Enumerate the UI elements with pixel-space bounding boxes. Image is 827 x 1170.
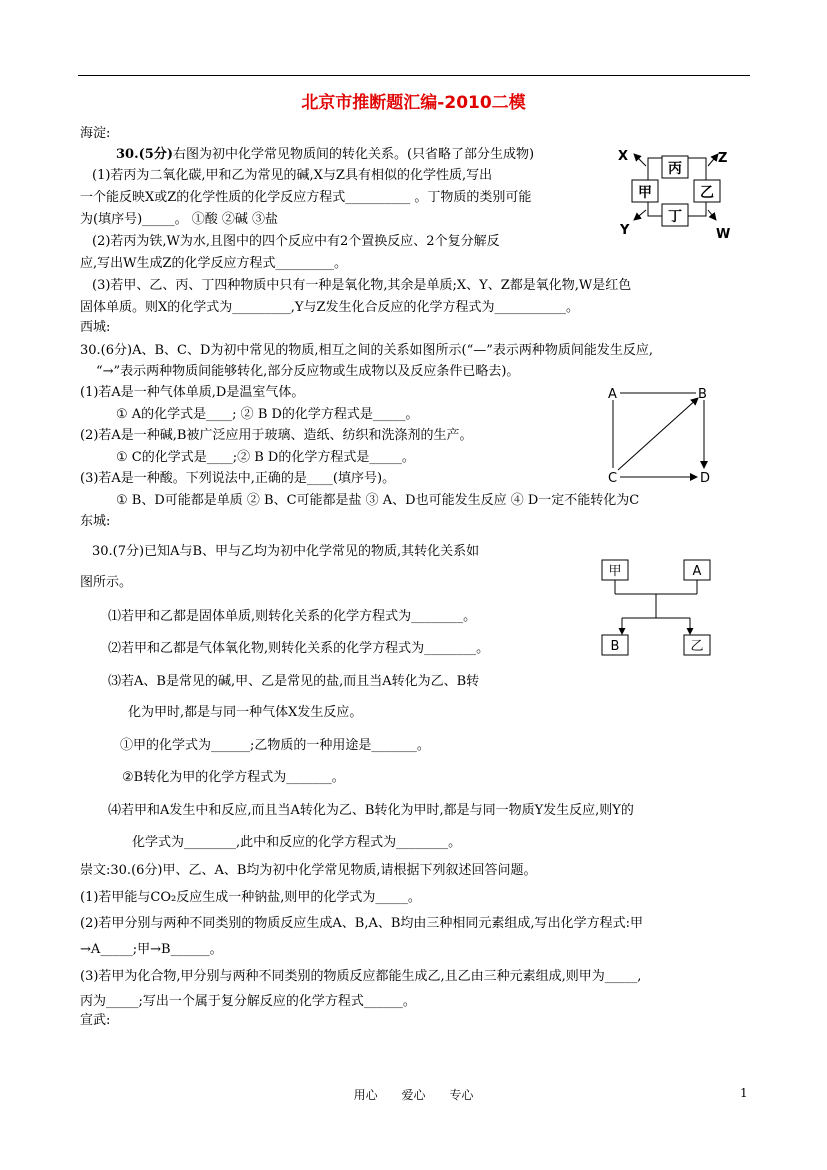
- section-haidian: 海淀:: [80, 126, 111, 141]
- dongcheng-line-3: ⑴若甲和乙都是固体单质,则转化关系的化学方程式为________。: [108, 609, 477, 624]
- xicheng-line-4: ① A的化学式是____; ② B D的化学方程式是_____。: [116, 407, 419, 422]
- xicheng-line-2: “→”表示两种物质间能够转化,部分反应物或生成物以及反应条件已略去)。: [96, 364, 520, 379]
- haidian-line-1: (1)若丙为二氧化碳,甲和乙为常见的碱,X与Z具有相似的化学性质,写出: [92, 168, 493, 183]
- header-rule: [78, 75, 750, 76]
- chongwen-line-1: [80, 863, 537, 879]
- d1-arrow-w: [708, 210, 716, 220]
- d1-arrow-y: [634, 210, 646, 220]
- dongcheng-line-8: ②B转化为甲的化学方程式为_______。: [122, 770, 345, 785]
- dongcheng-line-2: 图所示。: [80, 575, 133, 590]
- d2-label-c: C: [608, 471, 618, 486]
- haidian-question: [116, 147, 534, 163]
- footer-text-2: 爱心: [401, 1088, 426, 1102]
- d3-label-b: B: [610, 639, 620, 654]
- d2-arrow-cb: [618, 398, 698, 470]
- dongcheng-line-7: ①甲的化学式为______;乙物质的一种用途是_______。: [120, 738, 430, 753]
- chongwen-line-1-text: 30.(6分)甲、乙、A、B均为初中化学常见物质,请根据下列叙述回答问题。: [110, 863, 537, 878]
- haidian-line-4: (2)若丙为铁,W为水,且图中的四个反应中有2个置换反应、2个复分解反: [92, 234, 500, 249]
- dongcheng-line-6: 化为甲时,都是与同一种气体X发生反应。: [128, 705, 363, 720]
- haidian-line-3: 为(填序号)_____。 ①酸 ②碱 ③盐: [80, 212, 279, 227]
- dongcheng-line-10: 化学式为________,此中和反应的化学方程式为________。: [132, 835, 462, 850]
- d1-label-jia: 甲: [638, 185, 652, 201]
- chongwen-line-6: 丙为_____;写出一个属于复分解反应的化学方程式______。: [80, 994, 416, 1009]
- d1-label-bing: 丙: [668, 161, 682, 177]
- d3-label-a: A: [692, 564, 702, 579]
- d1-arrow-z: [708, 154, 718, 166]
- d2-label-d: D: [700, 471, 711, 486]
- haidian-line-6: (3)若甲、乙、丙、丁四种物质中只有一种是氧化物,其余是单质;X、Y、Z都是氧化物,W是红色: [92, 278, 632, 293]
- footer-text-1: 用心: [353, 1088, 378, 1102]
- chongwen-line-5: (3)若甲为化合物,甲分别与两种不同类别的物质反应都能生成乙,且乙由三种元素组成,则甲为_____,: [80, 969, 642, 984]
- haidian-line-2: 一个能反映X或Z的化学性质的化学反应方程式__________ 。丁物质的类别可能: [80, 190, 532, 205]
- chongwen-line-4: →A_____;甲→B______。: [80, 942, 223, 957]
- d1-arrow-x: [634, 154, 646, 166]
- dongcheng-line-4: ⑵若甲和乙都是气体氧化物,则转化关系的化学方程式为________。: [108, 641, 490, 656]
- chongwen-line-3: (2)若甲分别与两种不同类别的物质反应生成A、B,A、B均由三种相同元素组成,写出化学方程式:甲: [80, 916, 643, 931]
- footer: [0, 1086, 827, 1103]
- footer-text-3: 专心: [449, 1088, 474, 1102]
- xicheng-line-6: ① C的化学式是____;② B D的化学方程式是_____。: [116, 450, 415, 465]
- d2-label-a: A: [608, 387, 617, 402]
- haidian-q-num: 30.(5分): [116, 147, 173, 162]
- d1-label-yi: 乙: [700, 185, 714, 201]
- dongcheng-line-5: ⑶若A、B是常见的碱,甲、乙是常见的盐,而且当A转化为乙、B转: [108, 674, 480, 689]
- dongcheng-line-1: 30.(7分)已知A与B、甲与乙均为初中化学常见的物质,其转化关系如: [92, 544, 480, 559]
- page-number: 1: [740, 1086, 748, 1100]
- xicheng-line-8: ① B、D可能都是单质 ② B、C可能都是盐 ③ A、D也可能发生反应 ④ D一定不能转化为C: [116, 493, 640, 508]
- d1-label-z: Z: [718, 151, 728, 166]
- diagram-1: [612, 146, 732, 242]
- xicheng-line-5: (2)若A是一种碱,B被广泛应用于玻璃、造纸、纺织和洗涤剂的生产。: [80, 428, 473, 443]
- section-chongwen: 崇文:: [80, 863, 111, 878]
- haidian-line-5: 应,写出W生成Z的化学反应方程式_________。: [80, 256, 348, 271]
- page-title: 北京市推断题汇编-2010二模: [301, 93, 526, 113]
- d3-label-jia: 甲: [608, 564, 622, 579]
- xicheng-line-3: (1)若A是一种气体单质,D是温室气体。: [80, 385, 305, 400]
- xicheng-line-7: (3)若A是一种酸。下列说法中,正确的是____(填序号)。: [80, 471, 396, 486]
- section-dongcheng: 东城:: [80, 514, 111, 529]
- section-xicheng: 西城:: [80, 320, 111, 335]
- haidian-q-text: 右图为初中化学常见物质间的转化关系。(只省略了部分生成物): [172, 147, 535, 162]
- chongwen-line-2: (1)若甲能与CO₂反应生成一种钠盐,则甲的化学式为_____。: [80, 890, 421, 905]
- d1-label-w: W: [716, 227, 731, 242]
- d1-label-ding: 丁: [668, 209, 682, 225]
- d1-label-x: X: [618, 149, 629, 164]
- diagram-2: [602, 382, 714, 488]
- d2-label-b: B: [698, 387, 707, 402]
- d3-label-yi: 乙: [690, 639, 704, 654]
- diagram-3: [600, 558, 712, 658]
- section-xuanwu: 宣武:: [80, 1013, 111, 1028]
- d1-label-y: Y: [620, 223, 630, 238]
- haidian-line-7: 固体单质。则X的化学式为_________,Y与Z发生化合反应的化学方程式为___________。: [80, 300, 580, 315]
- dongcheng-line-9: ⑷若甲和A发生中和反应,而且当A转化为乙、B转化为甲时,都是与同一物质Y发生反应,则Y的: [108, 803, 634, 818]
- xicheng-line-1: 30.(6分)A、B、C、D为初中常见的物质,相互之间的关系如图所示(“—”表示两种物质间能发生反应,: [80, 343, 654, 358]
